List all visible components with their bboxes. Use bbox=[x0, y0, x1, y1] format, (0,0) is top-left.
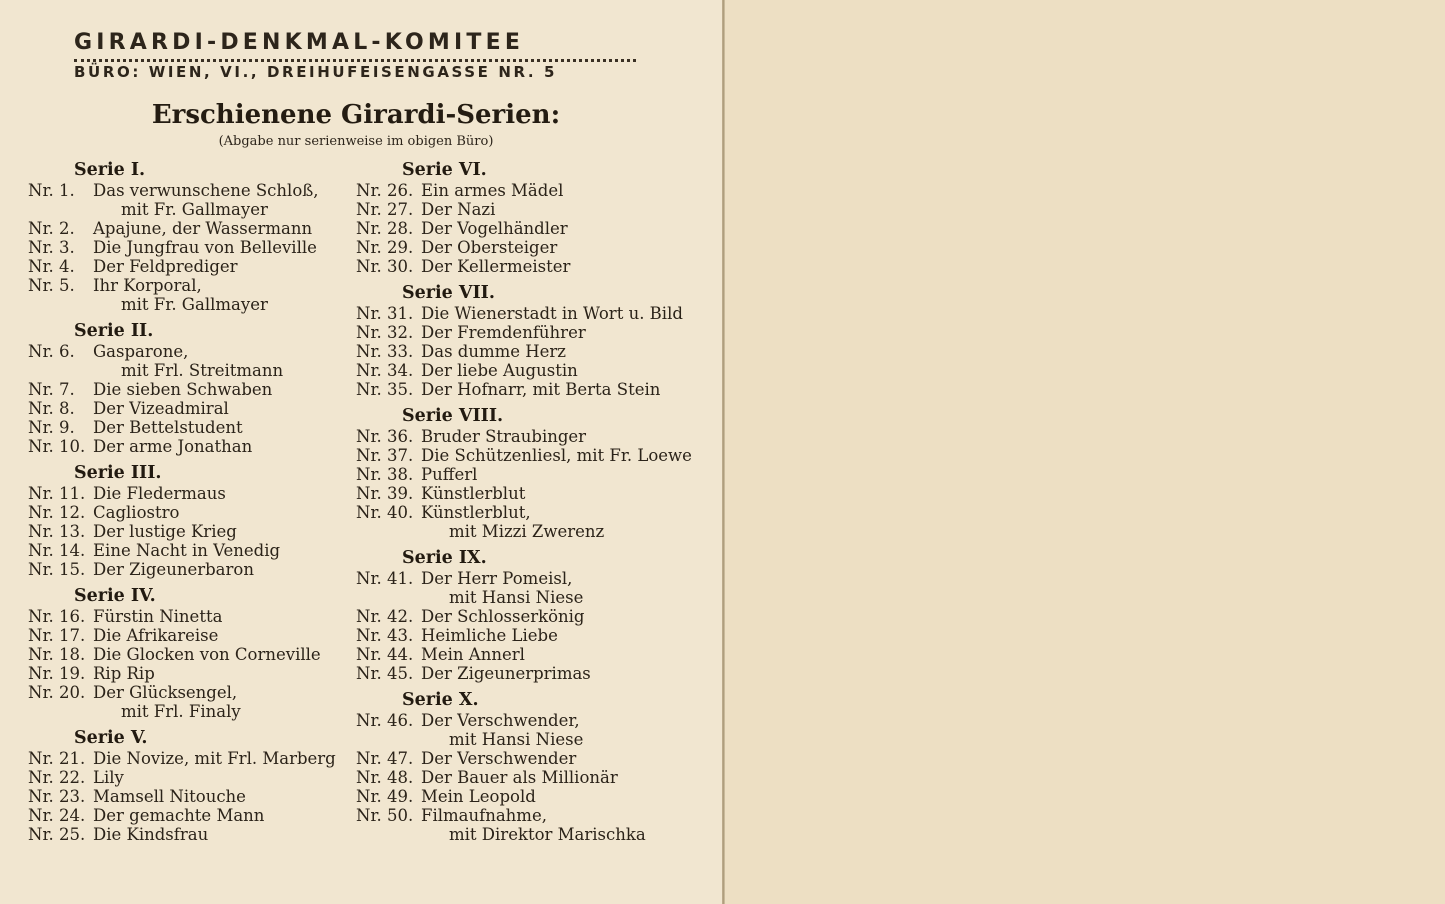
series-block bbox=[356, 160, 696, 276]
entry-title: Heimliche Liebe bbox=[421, 626, 558, 645]
entry-number: Nr. 33. bbox=[356, 342, 414, 361]
entry-number: Nr. 37. bbox=[356, 446, 414, 465]
series-entry bbox=[28, 768, 348, 787]
entry-number: Nr. 4. bbox=[28, 257, 75, 276]
entry-number: Nr. 42. bbox=[356, 607, 414, 626]
left-column bbox=[28, 160, 348, 851]
series-entry bbox=[356, 607, 696, 626]
series-entry bbox=[356, 238, 696, 257]
series-entry bbox=[356, 768, 696, 787]
series-heading: Serie V. bbox=[74, 728, 148, 748]
series-entry bbox=[356, 787, 696, 806]
entry-number: Nr. 47. bbox=[356, 749, 414, 768]
series-heading: Serie IX. bbox=[402, 548, 487, 568]
entry-number: Nr. 36. bbox=[356, 427, 414, 446]
entry-number: Nr. 31. bbox=[356, 304, 414, 323]
entry-title: Der Obersteiger bbox=[421, 238, 558, 257]
entry-title: Der Hofnarr, mit Berta Stein bbox=[421, 380, 661, 399]
entry-title: Der Schlosserkönig bbox=[421, 607, 585, 626]
entry-title: Die Novize, mit Frl. Marberg bbox=[93, 749, 336, 768]
series-block bbox=[356, 690, 696, 844]
entry-performer: mit Hansi Niese bbox=[449, 588, 584, 607]
series-entry bbox=[356, 484, 696, 503]
entry-number: Nr. 3. bbox=[28, 238, 75, 257]
entry-title: Die Glocken von Corneville bbox=[93, 645, 321, 664]
series-entry bbox=[28, 825, 348, 844]
series-entry bbox=[356, 569, 696, 588]
entry-title: Der Vogelhändler bbox=[421, 219, 568, 238]
committee-header: GIRARDI-DENKMAL-KOMITEE bbox=[74, 30, 525, 55]
entry-number: Nr. 40. bbox=[356, 503, 414, 522]
entry-title: Der Bettelstudent bbox=[93, 418, 243, 437]
series-entry bbox=[28, 541, 348, 560]
series-block bbox=[356, 283, 696, 399]
entry-performer: mit Hansi Niese bbox=[449, 730, 584, 749]
entry-title: Ihr Korporal, bbox=[93, 276, 202, 295]
series-entry bbox=[28, 503, 348, 522]
series-block bbox=[28, 586, 348, 721]
page-subtitle: (Abgabe nur serienweise im obigen Büro) bbox=[218, 134, 494, 149]
entry-title: Der Zigeunerprimas bbox=[421, 664, 591, 683]
entry-title: Mein Leopold bbox=[421, 787, 536, 806]
entry-title: Rip Rip bbox=[93, 664, 155, 683]
series-block bbox=[356, 548, 696, 683]
entry-number: Nr. 32. bbox=[356, 323, 414, 342]
entry-number: Nr. 6. bbox=[28, 342, 75, 361]
series-heading: Serie VI. bbox=[402, 160, 487, 180]
entry-number: Nr. 5. bbox=[28, 276, 75, 295]
entry-number: Nr. 50. bbox=[356, 806, 414, 825]
series-entry bbox=[28, 683, 348, 702]
series-entry bbox=[28, 399, 348, 418]
entry-title: Pufferl bbox=[421, 465, 478, 484]
series-entry bbox=[28, 749, 348, 768]
page-title: Erschienene Girardi-Serien: bbox=[151, 100, 561, 130]
series-entry bbox=[28, 522, 348, 541]
entry-number: Nr. 2. bbox=[28, 219, 75, 238]
series-entry bbox=[28, 257, 348, 276]
series-entry bbox=[28, 484, 348, 503]
entry-title: Das dumme Herz bbox=[421, 342, 567, 361]
entry-title: Die sieben Schwaben bbox=[93, 380, 273, 399]
entry-title: Die Fledermaus bbox=[93, 484, 226, 503]
entry-number: Nr. 7. bbox=[28, 380, 75, 399]
series-block bbox=[28, 321, 348, 456]
entry-number: Nr. 15. bbox=[28, 560, 86, 579]
entry-number: Nr. 41. bbox=[356, 569, 414, 588]
entry-performer: mit Fr. Gallmayer bbox=[121, 200, 268, 219]
entry-title: Der Zigeunerbaron bbox=[93, 560, 254, 579]
entry-title: Lily bbox=[93, 768, 124, 787]
series-block bbox=[356, 406, 696, 541]
entry-number: Nr. 39. bbox=[356, 484, 414, 503]
entry-number: Nr. 30. bbox=[356, 257, 414, 276]
series-entry bbox=[28, 380, 348, 399]
series-entry bbox=[28, 645, 348, 664]
entry-title: Künstlerblut, bbox=[421, 503, 531, 522]
entry-number: Nr. 11. bbox=[28, 484, 86, 503]
entry-title: Eine Nacht in Venedig bbox=[93, 541, 281, 560]
entry-number: Nr. 24. bbox=[28, 806, 86, 825]
entry-number: Nr. 9. bbox=[28, 418, 75, 437]
entry-title: Der Fremdenführer bbox=[421, 323, 586, 342]
entry-number: Nr. 26. bbox=[356, 181, 414, 200]
series-entry bbox=[356, 664, 696, 683]
series-entry bbox=[356, 427, 696, 446]
series-block bbox=[28, 160, 348, 314]
right-column bbox=[356, 160, 696, 851]
series-entry bbox=[28, 342, 348, 361]
entry-title: Der Bauer als Millionär bbox=[421, 768, 618, 787]
entry-title: Der Herr Pomeisl, bbox=[421, 569, 573, 588]
entry-title: Der Kellermeister bbox=[421, 257, 571, 276]
entry-title: Der Nazi bbox=[421, 200, 496, 219]
series-entry bbox=[28, 607, 348, 626]
series-entry bbox=[356, 304, 696, 323]
series-entry bbox=[28, 238, 348, 257]
entry-number: Nr. 48. bbox=[356, 768, 414, 787]
entry-number: Nr. 46. bbox=[356, 711, 414, 730]
entry-performer: mit Fr. Gallmayer bbox=[121, 295, 268, 314]
series-entry bbox=[28, 437, 348, 456]
series-entry bbox=[28, 219, 348, 238]
series-heading: Serie I. bbox=[74, 160, 146, 180]
entry-title: Der Verschwender, bbox=[421, 711, 580, 730]
entry-title: Ein armes Mädel bbox=[421, 181, 564, 200]
entry-number: Nr. 45. bbox=[356, 664, 414, 683]
entry-title: Die Wienerstadt in Wort u. Bild bbox=[421, 304, 683, 323]
entry-title: Fürstin Ninetta bbox=[93, 607, 223, 626]
entry-title: Mein Annerl bbox=[421, 645, 525, 664]
entry-title: Der Glücksengel, bbox=[93, 683, 238, 702]
entry-number: Nr. 28. bbox=[356, 219, 414, 238]
series-entry bbox=[28, 560, 348, 579]
entry-title: Die Afrikareise bbox=[93, 626, 219, 645]
entry-number: Nr. 17. bbox=[28, 626, 86, 645]
entry-title: Der Vizeadmiral bbox=[93, 399, 229, 418]
entry-title: Cagliostro bbox=[93, 503, 180, 522]
series-entry bbox=[356, 465, 696, 484]
series-entry bbox=[28, 181, 348, 200]
entry-performer: mit Frl. Streitmann bbox=[121, 361, 284, 380]
series-entry bbox=[356, 645, 696, 664]
entry-title: Die Jungfrau von Belleville bbox=[93, 238, 317, 257]
series-heading: Serie IV. bbox=[74, 586, 156, 606]
entry-title: Gasparone, bbox=[93, 342, 189, 361]
series-entry bbox=[356, 711, 696, 730]
series-entry bbox=[356, 806, 696, 825]
entry-number: Nr. 23. bbox=[28, 787, 86, 806]
series-entry bbox=[356, 380, 696, 399]
entry-title: Bruder Straubinger bbox=[421, 427, 587, 446]
series-entry bbox=[28, 418, 348, 437]
entry-title: Filmaufnahme, bbox=[421, 806, 547, 825]
entry-number: Nr. 10. bbox=[28, 437, 86, 456]
series-entry bbox=[356, 446, 696, 465]
series-entry bbox=[356, 503, 696, 522]
entry-title: Apajune, der Wassermann bbox=[93, 219, 313, 238]
series-entry bbox=[356, 323, 696, 342]
entry-number: Nr. 34. bbox=[356, 361, 414, 380]
entry-number: Nr. 20. bbox=[28, 683, 86, 702]
entry-number: Nr. 1. bbox=[28, 181, 75, 200]
entry-number: Nr. 44. bbox=[356, 645, 414, 664]
entry-number: Nr. 21. bbox=[28, 749, 86, 768]
series-entry bbox=[28, 806, 348, 825]
series-entry bbox=[356, 257, 696, 276]
right-page-blank bbox=[725, 0, 1445, 904]
entry-title: Die Schützenliesl, mit Fr. Loewe bbox=[421, 446, 692, 465]
entry-title: Der gemachte Mann bbox=[93, 806, 265, 825]
entry-number: Nr. 49. bbox=[356, 787, 414, 806]
series-heading: Serie III. bbox=[74, 463, 162, 483]
series-entry bbox=[356, 181, 696, 200]
entry-performer: mit Frl. Finaly bbox=[121, 702, 241, 721]
entry-number: Nr. 22. bbox=[28, 768, 86, 787]
series-entry bbox=[28, 276, 348, 295]
series-heading: Serie VIII. bbox=[402, 406, 504, 426]
entry-number: Nr. 35. bbox=[356, 380, 414, 399]
entry-title: Der Feldprediger bbox=[93, 257, 238, 276]
entry-title: Der lustige Krieg bbox=[93, 522, 237, 541]
series-entry bbox=[356, 219, 696, 238]
series-entry bbox=[356, 200, 696, 219]
entry-number: Nr. 18. bbox=[28, 645, 86, 664]
entry-title: Die Kindsfrau bbox=[93, 825, 209, 844]
series-block bbox=[28, 728, 348, 844]
header-divider bbox=[74, 59, 636, 62]
series-entry bbox=[28, 787, 348, 806]
entry-number: Nr. 14. bbox=[28, 541, 86, 560]
series-heading: Serie X. bbox=[402, 690, 479, 710]
entry-number: Nr. 25. bbox=[28, 825, 86, 844]
entry-number: Nr. 43. bbox=[356, 626, 414, 645]
entry-number: Nr. 19. bbox=[28, 664, 86, 683]
entry-title: Der liebe Augustin bbox=[421, 361, 578, 380]
series-entry bbox=[356, 361, 696, 380]
entry-performer: mit Direktor Marischka bbox=[449, 825, 646, 844]
series-entry bbox=[356, 342, 696, 361]
entry-number: Nr. 13. bbox=[28, 522, 86, 541]
series-entry bbox=[356, 626, 696, 645]
entry-title: Mamsell Nitouche bbox=[93, 787, 246, 806]
entry-number: Nr. 29. bbox=[356, 238, 414, 257]
series-heading: Serie II. bbox=[74, 321, 154, 341]
series-entry bbox=[356, 749, 696, 768]
office-address: BÜRO: WIEN, VI., DREIHUFEISENGASSE NR. 5 bbox=[74, 63, 558, 81]
series-entry bbox=[28, 626, 348, 645]
series-heading: Serie VII. bbox=[402, 283, 495, 303]
entry-title: Der arme Jonathan bbox=[93, 437, 253, 456]
entry-title: Künstlerblut bbox=[421, 484, 526, 503]
entry-number: Nr. 38. bbox=[356, 465, 414, 484]
entry-number: Nr. 16. bbox=[28, 607, 86, 626]
entry-performer: mit Mizzi Zwerenz bbox=[449, 522, 605, 541]
series-entry bbox=[28, 664, 348, 683]
entry-number: Nr. 12. bbox=[28, 503, 86, 522]
entry-title: Das verwunschene Schloß, bbox=[93, 181, 319, 200]
entry-number: Nr. 27. bbox=[356, 200, 414, 219]
entry-title: Der Verschwender bbox=[421, 749, 577, 768]
series-block bbox=[28, 463, 348, 579]
entry-number: Nr. 8. bbox=[28, 399, 75, 418]
